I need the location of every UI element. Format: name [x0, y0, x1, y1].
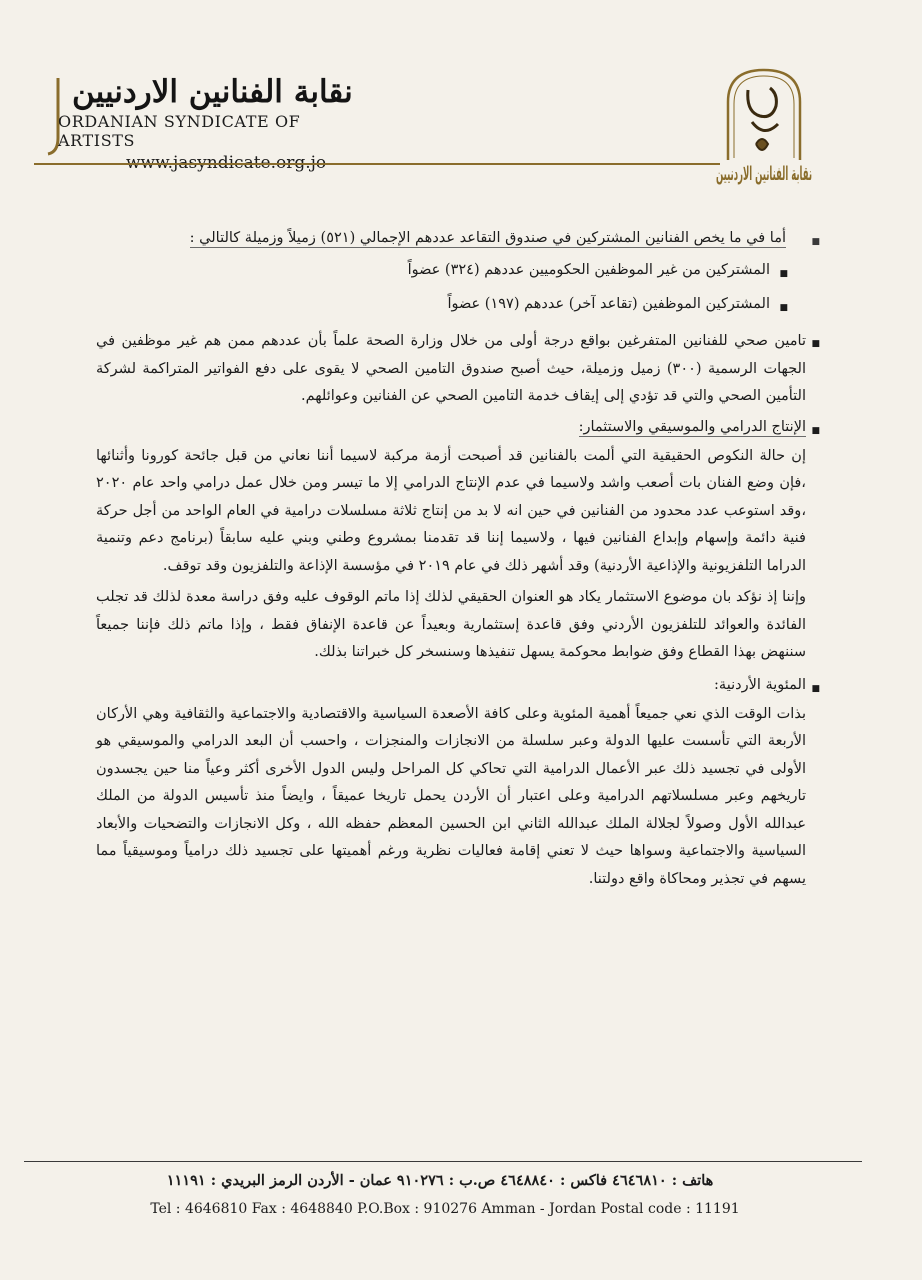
org-name-english: ORDANIAN SYNDICATE OF ARTISTS	[58, 112, 301, 150]
production-heading: الإنتاج الدرامي والموسيقي والاستثمار:	[578, 418, 806, 435]
bullet-icon: ■	[811, 683, 820, 694]
centenary-heading: المئوية الأردنية:	[714, 676, 806, 693]
retirement-item-employees	[96, 292, 806, 316]
production-heading-row	[96, 415, 820, 439]
centenary-paragraph: بذات الوقت الذي نعي جميعاً أهمية المئوية وعلى كافة الأصعدة السياسية والاقتصادية والاجتماعية والثقافية وهي الأركان الأربعة التي تأسست عليها الدولة وعبر سلسلة من الانجازات والمنجزات ، واحسب أن البعد الدرامي والموسيقي هو الأولى في تجسيد ذلك عبر الأعمال الدرامية التي تحاكي كل المراحل وليس الدول الأخرى أكثر وعياً منا حين يجسدون تاريخهم وعبر مسلسلاتهم الدرامية وعلى اعتبار أن الأردن يحمل تاريخا عميقاً ، وايضاً منذ تأسيس الدولة من الملك عبدالله الأول وصولاً لجلالة الملك عبدالله الثاني ابن الحسين المعظم حفظه الله ، وكل الانجازات والتضحيات والأبعاد السياسية والاجتماعية وسواها حيث لا تعني إقامة فعاليات نظرية ورغم أهميتها على تجسيد ذلك درامياً وموسيقياً مما يسهم في تجذير ومحاكاة واقع دولتنا.	[96, 705, 806, 887]
health-insurance-paragraph: تامين صحي للفنانين المتفرغين بواقع درجة أولى من خلال وزارة الصحة علماً بأن عددهم ممن هم غير موظفين في الجهات الرسمية (٣٠٠) زميل وزميلة، حيث أصبح صندوق التامين الصحي لا يقوى على دفع الفواتير المتراكمة لشركة التأمين الصحي والتي قد تؤدي إلى إيقاف خدمة التامين الصحي عن الفنانين وعوائلهم.	[96, 333, 806, 404]
centenary-heading-row	[96, 673, 820, 697]
org-name-arabic: نقابة الفنانين الاردنيين	[72, 74, 353, 110]
logo-text: نقابة الفنانين الاردنيين	[716, 163, 812, 185]
footer-contact-english: Tel : 4646810 Fax : 4648840 P.O.Box : 910276 Amman - Jordan Postal code : 11191	[150, 1201, 740, 1217]
footer-divider	[24, 1161, 862, 1162]
list-item: المشتركين من غير الموظفين الحكوميين عددهم (٣٢٤) عضواً	[407, 262, 770, 278]
syndicate-logo	[712, 64, 816, 204]
letterhead	[58, 74, 378, 174]
bullet-icon: ■	[811, 339, 820, 349]
production-paragraph-1: إن حالة النكوص الحقيقية التي ألمت بالفنانين قد أصبحت أزمة مركبة لاسيما أننا نعاني من قبل جائحة كورونا وأثنائها ،فإن وضع الفنان بات أصعب واشد ولاسيما في عدم الإنتاج الدرامي إلا ما تيسر ومن خلال عمل درامي واحد عام ٢٠٢٠ ،وقد استوعب عدد محدود من الفنانين في حين انه لا بد من إنتاج ثلاثة مسلسلات درامية في العام الواحد من أجل حركة فنية دائمة وإسهام وإبداع الفنانين فيها ، ولاسيما إننا قد تقدمنا بمشروع وطني وبني عليه سابقاً (برنامج دعم وتنمية الدراما التلفزيونية والإذاعية الأردنية) وقد أشهر ذلك في عام ٢٠١٩ في مؤسسة الإذاعة والتلفزيون وقد توقف.	[96, 447, 806, 574]
retirement-item-non-government	[96, 258, 806, 282]
list-item: المشتركين الموظفين (تقاعد آخر) عددهم (١٩٧) عضواً	[447, 296, 770, 312]
health-insurance-section	[96, 328, 820, 411]
footer-contact-arabic: هاتف : ٤٦٤٦٨١٠ فاكس : ٤٦٤٨٨٤٠ ص.ب : ٩١٠٢٧٦ عمان - الأردن الرمز البريدي : ١١١٩١	[166, 1172, 714, 1189]
bullet-icon: ■	[779, 303, 788, 313]
org-website: www.jasyndicate.org.jo	[126, 153, 327, 173]
letter-body	[96, 226, 820, 897]
retirement-intro: أما في ما يخص الفنانين المشتركين في صندوق التقاعد عددهم الإجمالي (٥٢١) زميلاً وزميلة كالتالي :	[189, 230, 786, 246]
bullet-icon: ■	[779, 269, 788, 279]
bullet-icon: ■	[811, 425, 820, 436]
bullet-icon: ■	[811, 237, 820, 247]
header-divider	[34, 163, 720, 165]
retirement-section	[96, 226, 820, 250]
production-paragraph-2: وإننا إذ نؤكد بان موضوع الاستثمار يكاد هو العنوان الحقيقي لذلك إذا ماتم الوقوف عليه وفق دراسة معدة لذلك قد تجلب الفائدة والعوائد للتلفزيون الأردني وفق قاعدة إستثمارية وبعيداً عن قاعدة الإنفاق فقط ، وإذا ماتم ذلك فإننا جميعاً سننهض بهذا القطاع وفق ضوابط محوكمة يسهل تنفيذها وسنسخر كل خبراتنا بذلك.	[96, 589, 806, 660]
